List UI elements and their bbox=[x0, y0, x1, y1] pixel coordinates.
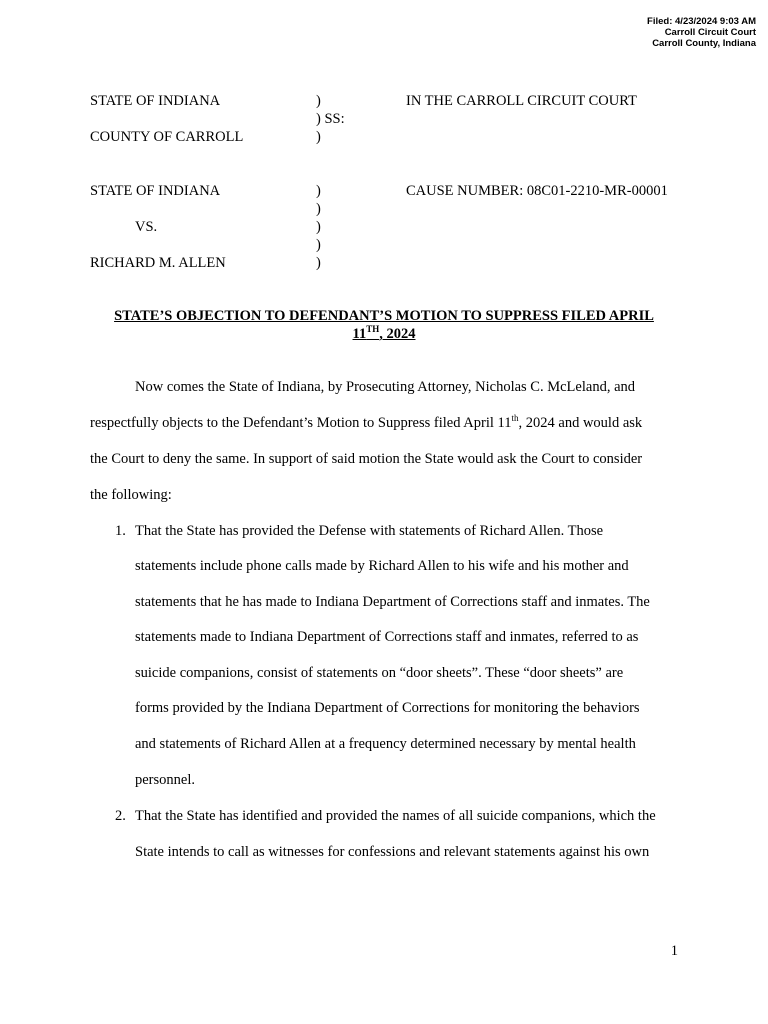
intro-line-4: the following: bbox=[90, 487, 172, 503]
caption-paren: ) bbox=[316, 93, 321, 109]
item-number: 1. bbox=[115, 523, 126, 539]
item1-line: suicide companions, consist of statements on “door sheets”. These “door sheets” are bbox=[135, 665, 624, 681]
filed-stamp bbox=[647, 16, 756, 49]
caption-paren: ) bbox=[316, 255, 321, 271]
title-line-2: 11TH, 2024 bbox=[352, 324, 416, 342]
item1-line: That the State has provided the Defense with statements of Richard Allen. Those bbox=[135, 523, 604, 539]
title-line-1: STATE’S OBJECTION TO DEFENDANT’S MOTION TO SUPPRESS FILED APRIL bbox=[114, 308, 654, 324]
item-number: 2. bbox=[115, 808, 126, 824]
caption-paren: ) bbox=[316, 183, 321, 199]
venue-state: STATE OF INDIANA bbox=[90, 93, 221, 109]
ss-marker: ) SS: bbox=[316, 111, 345, 127]
item1-line: and statements of Richard Allen at a frequency determined necessary by mental health bbox=[135, 736, 636, 752]
versus-label: VS. bbox=[135, 219, 158, 235]
caption-paren: ) bbox=[316, 237, 321, 253]
item2-line: State intends to call as witnesses for confessions and relevant statements against his own bbox=[135, 844, 650, 860]
intro-line-2: respectfully objects to the Defendant’s Motion to Suppress filed April 11th, 2024 and would ask bbox=[90, 413, 643, 431]
filed-stamp-date: Filed: 4/23/2024 9:03 AM bbox=[647, 16, 756, 27]
intro-line-3: the Court to deny the same. In support of said motion the State would ask the Court to consider bbox=[90, 451, 643, 467]
caption-paren: ) bbox=[316, 201, 321, 217]
item1-line: personnel. bbox=[135, 772, 195, 788]
filed-stamp-court: Carroll Circuit Court bbox=[664, 27, 756, 38]
item1-line: statements that he has made to Indiana Department of Corrections staff and inmates. The bbox=[135, 594, 650, 610]
document-title bbox=[90, 307, 678, 343]
page-number: 1 bbox=[670, 943, 678, 959]
plaintiff-name: STATE OF INDIANA bbox=[90, 183, 221, 199]
filed-stamp-county: Carroll County, Indiana bbox=[652, 38, 756, 49]
item2-line: That the State has identified and provided the names of all suicide companions, which the bbox=[135, 808, 656, 824]
item1-line: statements include phone calls made by Richard Allen to his wife and his mother and bbox=[135, 558, 629, 574]
cause-number: CAUSE NUMBER: 08C01-2210-MR-00001 bbox=[406, 183, 668, 199]
item1-line: statements made to Indiana Department of Corrections staff and inmates, referred to as bbox=[135, 629, 639, 645]
court-name: IN THE CARROLL CIRCUIT COURT bbox=[406, 93, 637, 109]
item1-line: forms provided by the Indiana Department of Corrections for monitoring the behaviors bbox=[135, 700, 640, 716]
defendant-name: RICHARD M. ALLEN bbox=[90, 255, 226, 271]
caption-paren: ) bbox=[316, 129, 321, 145]
venue-county: COUNTY OF CARROLL bbox=[90, 129, 244, 145]
caption-paren: ) bbox=[316, 219, 321, 235]
intro-line-1: Now comes the State of Indiana, by Prosecuting Attorney, Nicholas C. McLeland, and bbox=[135, 379, 636, 395]
